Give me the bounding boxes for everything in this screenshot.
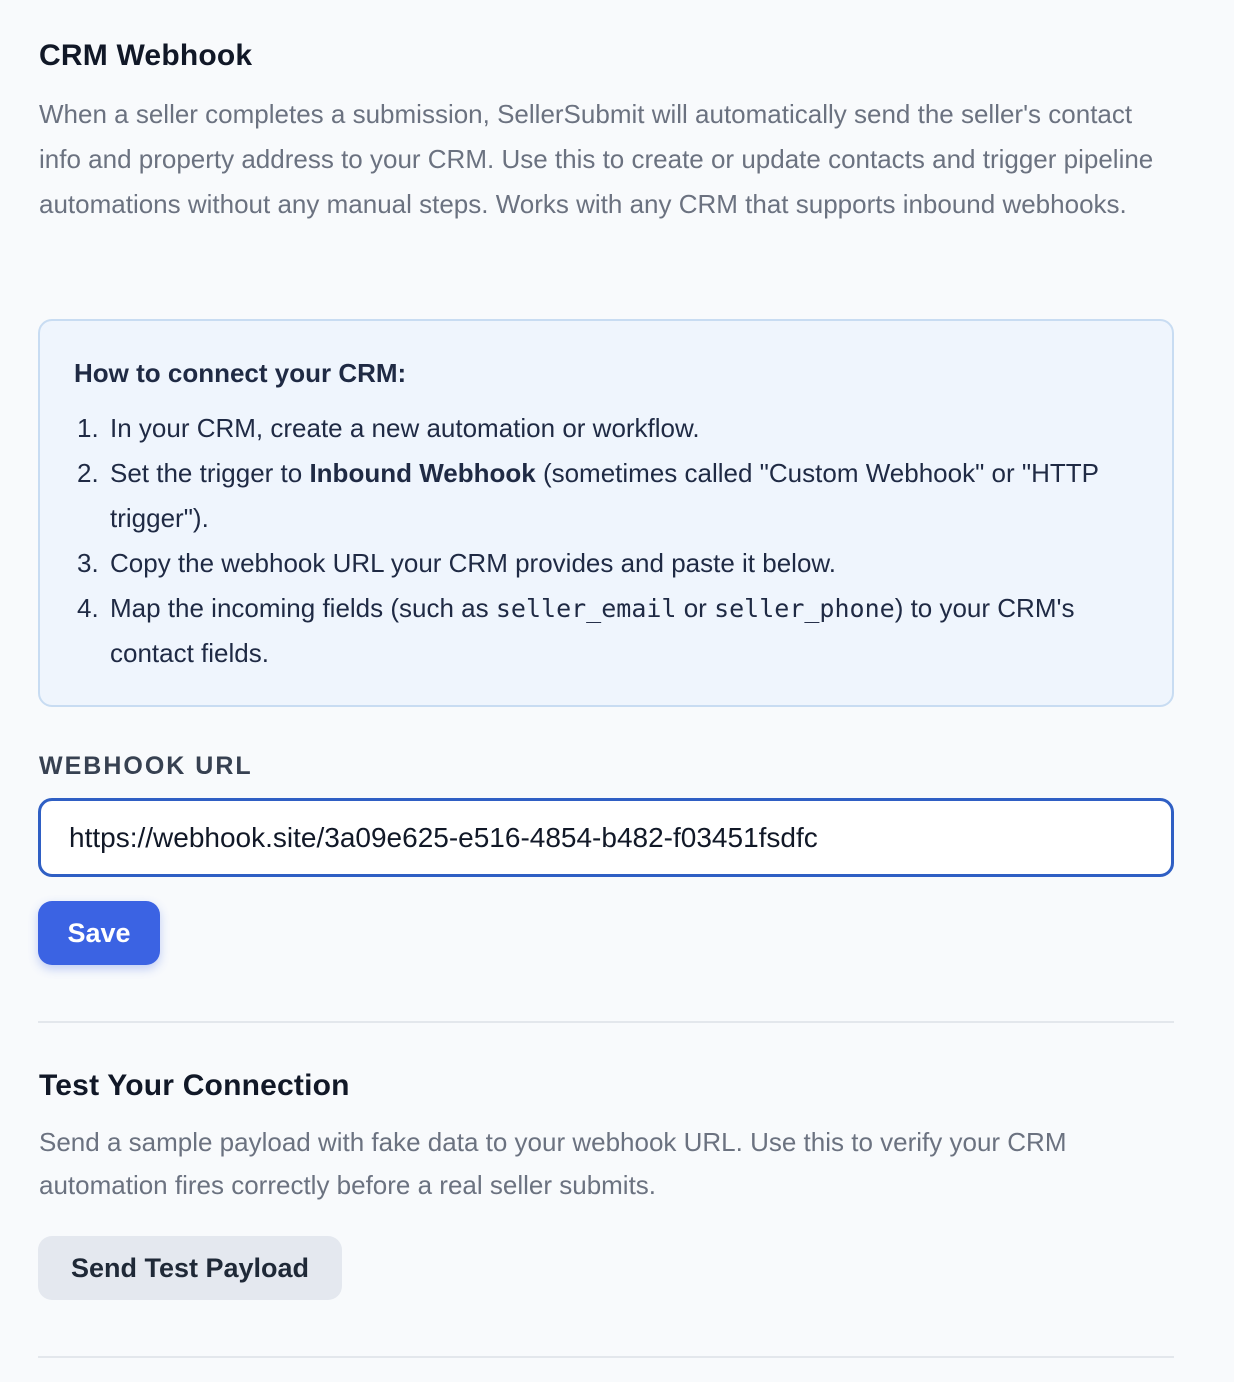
field-name-code: seller_phone bbox=[714, 594, 895, 623]
step-number: 4. bbox=[77, 593, 99, 623]
step-text: Map the incoming fields (such as bbox=[110, 593, 496, 623]
step-text: Set the trigger to bbox=[110, 458, 310, 488]
step-item bbox=[74, 451, 1138, 541]
step-item bbox=[74, 541, 1138, 586]
how-to-connect-title: How to connect your CRM: bbox=[74, 358, 407, 388]
webhook-url-input[interactable] bbox=[38, 798, 1174, 877]
webhook-url-label: WEBHOOK URL bbox=[39, 752, 253, 780]
field-name-code: seller_email bbox=[495, 594, 677, 623]
step-text: ) to your CRM's contact fields. bbox=[110, 593, 1075, 668]
step-bold-text: Inbound Webhook bbox=[309, 458, 536, 488]
section-divider bbox=[38, 1356, 1174, 1358]
connect-steps-list bbox=[74, 406, 1138, 676]
save-button[interactable]: Save bbox=[38, 901, 160, 965]
step-item bbox=[74, 586, 1138, 676]
test-connection-description: Send a sample payload with fake data to your webhook URL. Use this to verify your CRM automation fires correctly before a real seller submits. bbox=[39, 1127, 1067, 1200]
step-text: (sometimes called "Custom Webhook" or "HTTP trigger"). bbox=[110, 458, 1099, 533]
step-text: In your CRM, create a new automation or workflow. bbox=[110, 413, 700, 443]
step-text: or bbox=[676, 593, 715, 623]
how-to-connect-panel bbox=[38, 319, 1174, 707]
step-number: 1. bbox=[77, 413, 99, 443]
section-divider bbox=[38, 1021, 1174, 1023]
send-test-payload-button[interactable]: Send Test Payload bbox=[38, 1236, 342, 1300]
test-connection-title: Test Your Connection bbox=[39, 1069, 350, 1102]
step-number: 2. bbox=[77, 458, 99, 488]
crm-webhook-description: When a seller completes a submission, SellerSubmit will automatically send the seller's contact info and property address to your CRM. Use this to create or update contacts and trigger pipeline automations without any manual steps. Works with any CRM that supports inbound webhooks. bbox=[39, 99, 1154, 219]
step-item bbox=[74, 406, 1138, 451]
crm-webhook-title: CRM Webhook bbox=[39, 39, 253, 72]
step-number: 3. bbox=[77, 548, 99, 578]
step-text: Copy the webhook URL your CRM provides and paste it below. bbox=[110, 548, 836, 578]
